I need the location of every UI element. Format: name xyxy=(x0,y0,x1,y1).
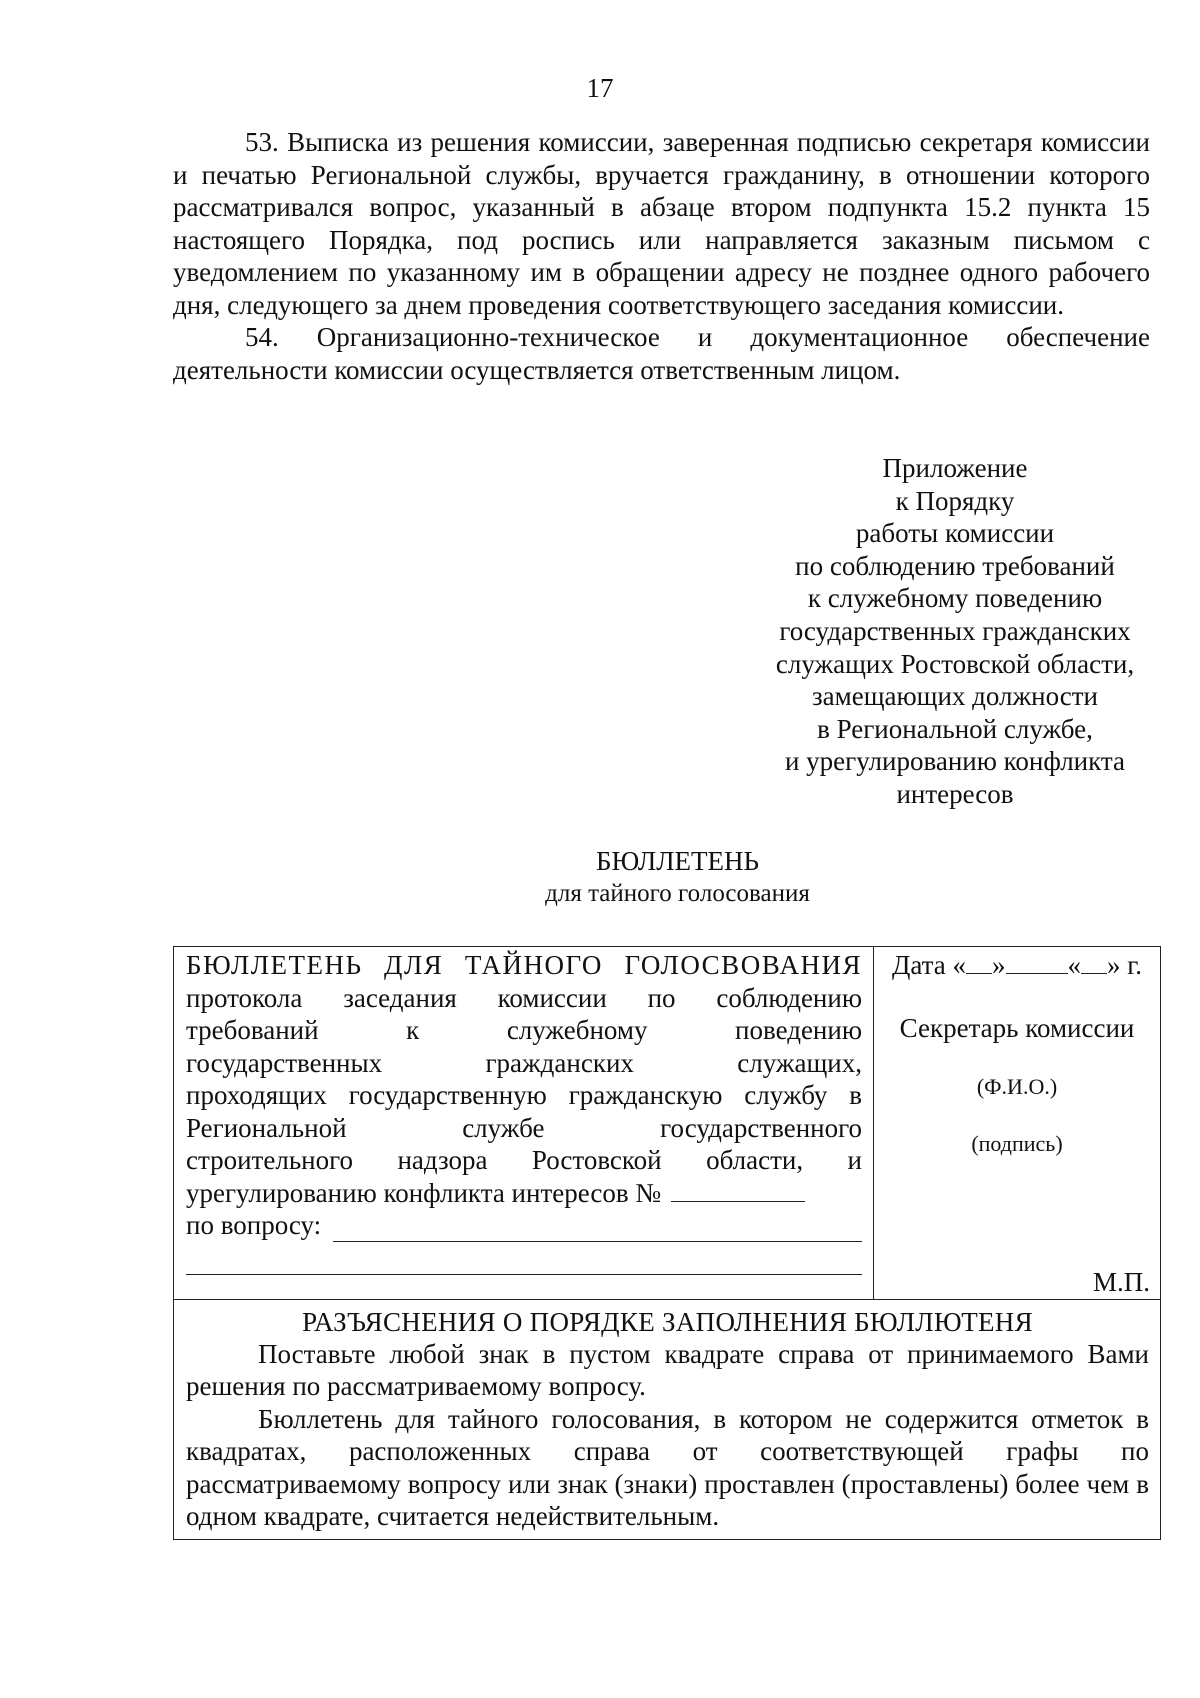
conflict-label: урегулированию конфликта интересов № xyxy=(186,1177,662,1208)
page-number: 17 xyxy=(586,73,614,103)
protocol-number-field[interactable] xyxy=(671,1179,805,1202)
stamp-label: М.П. xyxy=(1092,1267,1150,1297)
appendix-line: и урегулированию конфликта xyxy=(784,746,1125,777)
question-row xyxy=(186,1209,862,1242)
explanation-title: РАЗЪЯСНЕНИЯ О ПОРЯДКЕ ЗАПОЛНЕНИЯ БЮЛЛЮТЕНЯ xyxy=(302,1306,1033,1337)
appendix-line: к Порядку xyxy=(895,485,1015,516)
appendix-line: государственных гражданских xyxy=(779,615,1131,646)
paragraph-53: 53. Выписка из решения комиссии, заверенная подписью секретаря комиссии и печатью Региональной службы, вручается гражданину, в отношении которого рассматривался вопрос, указанный в абзаце втором подпункта 15.2 пункта 15 настоящего Порядка, под роспись или направляется заказным письмом с уведомлением по указанному им в обращении адресу не позднее одного рабочего дня, следующего за днем проведения соответствующего заседания комиссии. xyxy=(173,127,1150,320)
protocol-number-row xyxy=(186,1177,862,1210)
appendix-line: к служебному поведению xyxy=(807,583,1103,614)
ballot-title: БЮЛЛЕТЕНЬ xyxy=(595,846,759,876)
date-row xyxy=(874,949,1160,982)
body-text xyxy=(173,126,1150,386)
appendix-line: интересов xyxy=(896,778,1014,809)
appendix-line: Приложение xyxy=(882,453,1028,483)
ballot-text-line: проходящих государственную гражданскую службу в xyxy=(186,1080,862,1110)
secretary-label: Секретарь комиссии xyxy=(899,1012,1135,1043)
date-year-suffix: » г. xyxy=(1107,950,1143,980)
question-field[interactable] xyxy=(333,1217,862,1242)
ballot-text-line: Региональной службе государственного xyxy=(186,1112,862,1143)
ballot-signature-cell xyxy=(874,947,1161,1300)
ballot-subtitle: для тайного голосования xyxy=(545,880,810,907)
ballot-heading: БЮЛЛЕТЕНЬ ДЛЯ ТАЙНОГО ГОЛОСВОВАНИЯ xyxy=(186,950,862,980)
ballot-text-line: строительного надзора Ростовской области, и xyxy=(186,1145,862,1175)
ballot-text-line: государственных гражданских служащих, xyxy=(186,1047,862,1078)
appendix-line: замещающих должности xyxy=(811,681,1099,712)
ballot-protocol-cell xyxy=(174,947,874,1300)
question-field-continued[interactable] xyxy=(186,1242,862,1275)
question-label: по вопросу: xyxy=(186,1210,322,1240)
explanation-paragraph: Бюллетень для тайного голосования, в котором не содержится отметок в квадратах, расположенных справа от соответствующей графы по рассматриваемому вопросу или знак (знаки) проставлен (проставлены) более чем в одном квадрате, считается недействительным. xyxy=(186,1403,1149,1531)
date-year-field[interactable] xyxy=(1081,951,1107,974)
paragraph-54: 54. Организационно-техническое и документационное обеспечение деятельности комиссии осуществляется ответственным лицом. xyxy=(173,322,1150,385)
explanation-paragraph: Поставьте любой знак в пустом квадрате справа от принимаемого Вами решения по рассматриваемому вопросу. xyxy=(186,1338,1149,1401)
appendix-line: служащих Ростовской области, xyxy=(775,648,1135,679)
ballot-table xyxy=(173,946,1161,1540)
signature-label: (подпись) xyxy=(971,1131,1063,1156)
date-label: Дата « xyxy=(891,950,967,980)
fio-label: (Ф.И.О.) xyxy=(976,1074,1058,1099)
date-quote: » xyxy=(992,950,1006,980)
appendix-line: в Региональной службе, xyxy=(817,713,1093,744)
appendix-line: работы комиссии xyxy=(855,518,1055,549)
ballot-text-line: требований к служебному поведению xyxy=(186,1015,862,1045)
date-quote: « xyxy=(1067,950,1082,980)
explanation-cell xyxy=(174,1299,1161,1539)
date-day-field[interactable] xyxy=(966,951,992,974)
date-month-field[interactable] xyxy=(1006,951,1068,974)
appendix-header xyxy=(755,452,1155,811)
appendix-line: по соблюдению требований xyxy=(795,550,1115,581)
ballot-text-line: протокола заседания комиссии по соблюдению xyxy=(186,982,862,1013)
